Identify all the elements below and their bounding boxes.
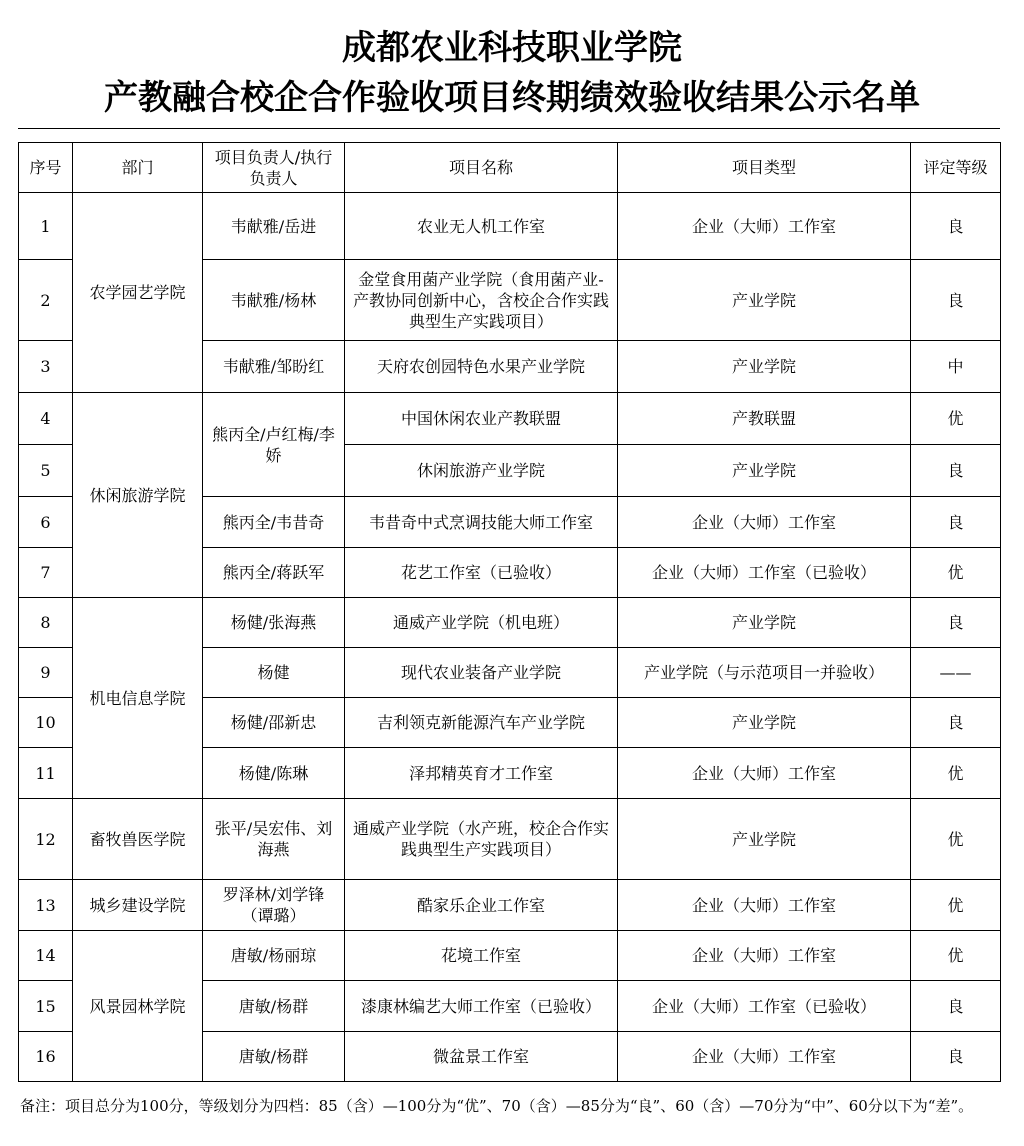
cell-name: 通威产业学院（机电班） <box>345 598 618 648</box>
table-row <box>19 931 1001 981</box>
cell-grade: 优 <box>911 799 1001 880</box>
cell-leader: 杨健 <box>203 648 345 698</box>
cell-type: 产业学院 <box>618 698 911 748</box>
cell-grade: 优 <box>911 748 1001 799</box>
cell-type: 企业（大师）工作室 <box>618 748 911 799</box>
header-leader: 项目负责人/执行负责人 <box>203 143 345 193</box>
cell-grade: —— <box>911 648 1001 698</box>
table-row <box>19 799 1001 880</box>
cell-seq: 7 <box>19 548 73 598</box>
cell-seq: 8 <box>19 598 73 648</box>
cell-name: 吉利领克新能源汽车产业学院 <box>345 698 618 748</box>
cell-name: 微盆景工作室 <box>345 1032 618 1082</box>
cell-leader: 张平/吴宏伟、刘海燕 <box>203 799 345 880</box>
cell-type: 产教联盟 <box>618 393 911 445</box>
cell-dept: 风景园林学院 <box>73 931 203 1082</box>
cell-seq: 2 <box>19 260 73 341</box>
cell-type: 产业学院 <box>618 445 911 497</box>
cell-grade: 良 <box>911 193 1001 260</box>
cell-name: 现代农业装备产业学院 <box>345 648 618 698</box>
cell-grade: 优 <box>911 931 1001 981</box>
cell-name: 金堂食用菌产业学院（食用菌产业-产教协同创新中心，含校企合作实践典型生产实践项目） <box>345 260 618 341</box>
cell-grade: 优 <box>911 880 1001 931</box>
cell-type: 企业（大师）工作室 <box>618 497 911 548</box>
cell-seq: 15 <box>19 981 73 1032</box>
table-row <box>19 598 1001 648</box>
cell-name: 通威产业学院（水产班，校企合作实践典型生产实践项目） <box>345 799 618 880</box>
cell-type: 企业（大师）工作室 <box>618 880 911 931</box>
cell-seq: 1 <box>19 193 73 260</box>
cell-leader: 唐敏/杨群 <box>203 1032 345 1082</box>
cell-name: 漆康林编艺大师工作室（已验收） <box>345 981 618 1032</box>
cell-name: 酷家乐企业工作室 <box>345 880 618 931</box>
cell-seq: 12 <box>19 799 73 880</box>
cell-type: 产业学院（与示范项目一并验收） <box>618 648 911 698</box>
cell-type: 企业（大师）工作室 <box>618 931 911 981</box>
table-row <box>19 393 1001 445</box>
cell-seq: 3 <box>19 341 73 393</box>
cell-seq: 10 <box>19 698 73 748</box>
cell-seq: 11 <box>19 748 73 799</box>
cell-seq: 16 <box>19 1032 73 1082</box>
cell-leader: 熊丙全/蒋跃军 <box>203 548 345 598</box>
cell-leader: 韦献雅/邹盼红 <box>203 341 345 393</box>
table-row <box>19 193 1001 260</box>
cell-seq: 13 <box>19 880 73 931</box>
footnote: 备注：项目总分为100分，等级划分为四档：85（含）—100分为“优”、70（含）—85分为“良”、60（含）—70分为“中”、60分以下为“差”。 <box>20 1097 974 1115</box>
cell-leader: 熊丙全/卢红梅/李娇 <box>203 393 345 497</box>
cell-grade: 优 <box>911 393 1001 445</box>
cell-dept: 农学园艺学院 <box>73 193 203 393</box>
cell-leader: 唐敏/杨群 <box>203 981 345 1032</box>
cell-seq: 5 <box>19 445 73 497</box>
cell-name: 花境工作室 <box>345 931 618 981</box>
cell-seq: 6 <box>19 497 73 548</box>
cell-dept: 休闲旅游学院 <box>73 393 203 598</box>
results-table <box>18 142 1001 1082</box>
cell-grade: 良 <box>911 497 1001 548</box>
cell-leader: 杨健/张海燕 <box>203 598 345 648</box>
cell-leader: 罗泽林/刘学锋（谭璐） <box>203 880 345 931</box>
cell-leader: 唐敏/杨丽琼 <box>203 931 345 981</box>
cell-grade: 良 <box>911 1032 1001 1082</box>
cell-name: 花艺工作室（已验收） <box>345 548 618 598</box>
cell-grade: 优 <box>911 548 1001 598</box>
cell-leader: 杨健/陈琳 <box>203 748 345 799</box>
cell-leader: 韦献雅/岳进 <box>203 193 345 260</box>
cell-seq: 4 <box>19 393 73 445</box>
cell-grade: 良 <box>911 260 1001 341</box>
header-grade: 评定等级 <box>911 143 1001 193</box>
cell-grade: 良 <box>911 981 1001 1032</box>
cell-name: 农业无人机工作室 <box>345 193 618 260</box>
cell-type: 产业学院 <box>618 341 911 393</box>
header-dept: 部门 <box>73 143 203 193</box>
cell-name: 休闲旅游产业学院 <box>345 445 618 497</box>
table-row <box>19 880 1001 931</box>
cell-type: 产业学院 <box>618 260 911 341</box>
cell-leader: 熊丙全/韦昔奇 <box>203 497 345 548</box>
cell-type: 产业学院 <box>618 799 911 880</box>
cell-name: 韦昔奇中式烹调技能大师工作室 <box>345 497 618 548</box>
cell-name: 天府农创园特色水果产业学院 <box>345 341 618 393</box>
cell-name: 泽邦精英育才工作室 <box>345 748 618 799</box>
title-divider <box>18 128 1000 129</box>
cell-type: 产业学院 <box>618 598 911 648</box>
document-subtitle: 产教融合校企合作验收项目终期绩效验收结果公示名单 <box>104 78 920 118</box>
cell-leader: 韦献雅/杨林 <box>203 260 345 341</box>
cell-type: 企业（大师）工作室（已验收） <box>618 981 911 1032</box>
header-name: 项目名称 <box>345 143 618 193</box>
cell-type: 企业（大师）工作室 <box>618 1032 911 1082</box>
document-title: 成都农业科技职业学院 <box>342 28 682 68</box>
cell-dept: 城乡建设学院 <box>73 880 203 931</box>
cell-grade: 中 <box>911 341 1001 393</box>
header-seq: 序号 <box>19 143 73 193</box>
cell-name: 中国休闲农业产教联盟 <box>345 393 618 445</box>
cell-type: 企业（大师）工作室 <box>618 193 911 260</box>
cell-grade: 良 <box>911 445 1001 497</box>
cell-leader: 杨健/邵新忠 <box>203 698 345 748</box>
cell-seq: 9 <box>19 648 73 698</box>
cell-dept: 畜牧兽医学院 <box>73 799 203 880</box>
cell-dept: 机电信息学院 <box>73 598 203 799</box>
table-header-row <box>19 143 1001 193</box>
cell-grade: 良 <box>911 598 1001 648</box>
cell-grade: 良 <box>911 698 1001 748</box>
cell-type: 企业（大师）工作室（已验收） <box>618 548 911 598</box>
cell-seq: 14 <box>19 931 73 981</box>
header-type: 项目类型 <box>618 143 911 193</box>
